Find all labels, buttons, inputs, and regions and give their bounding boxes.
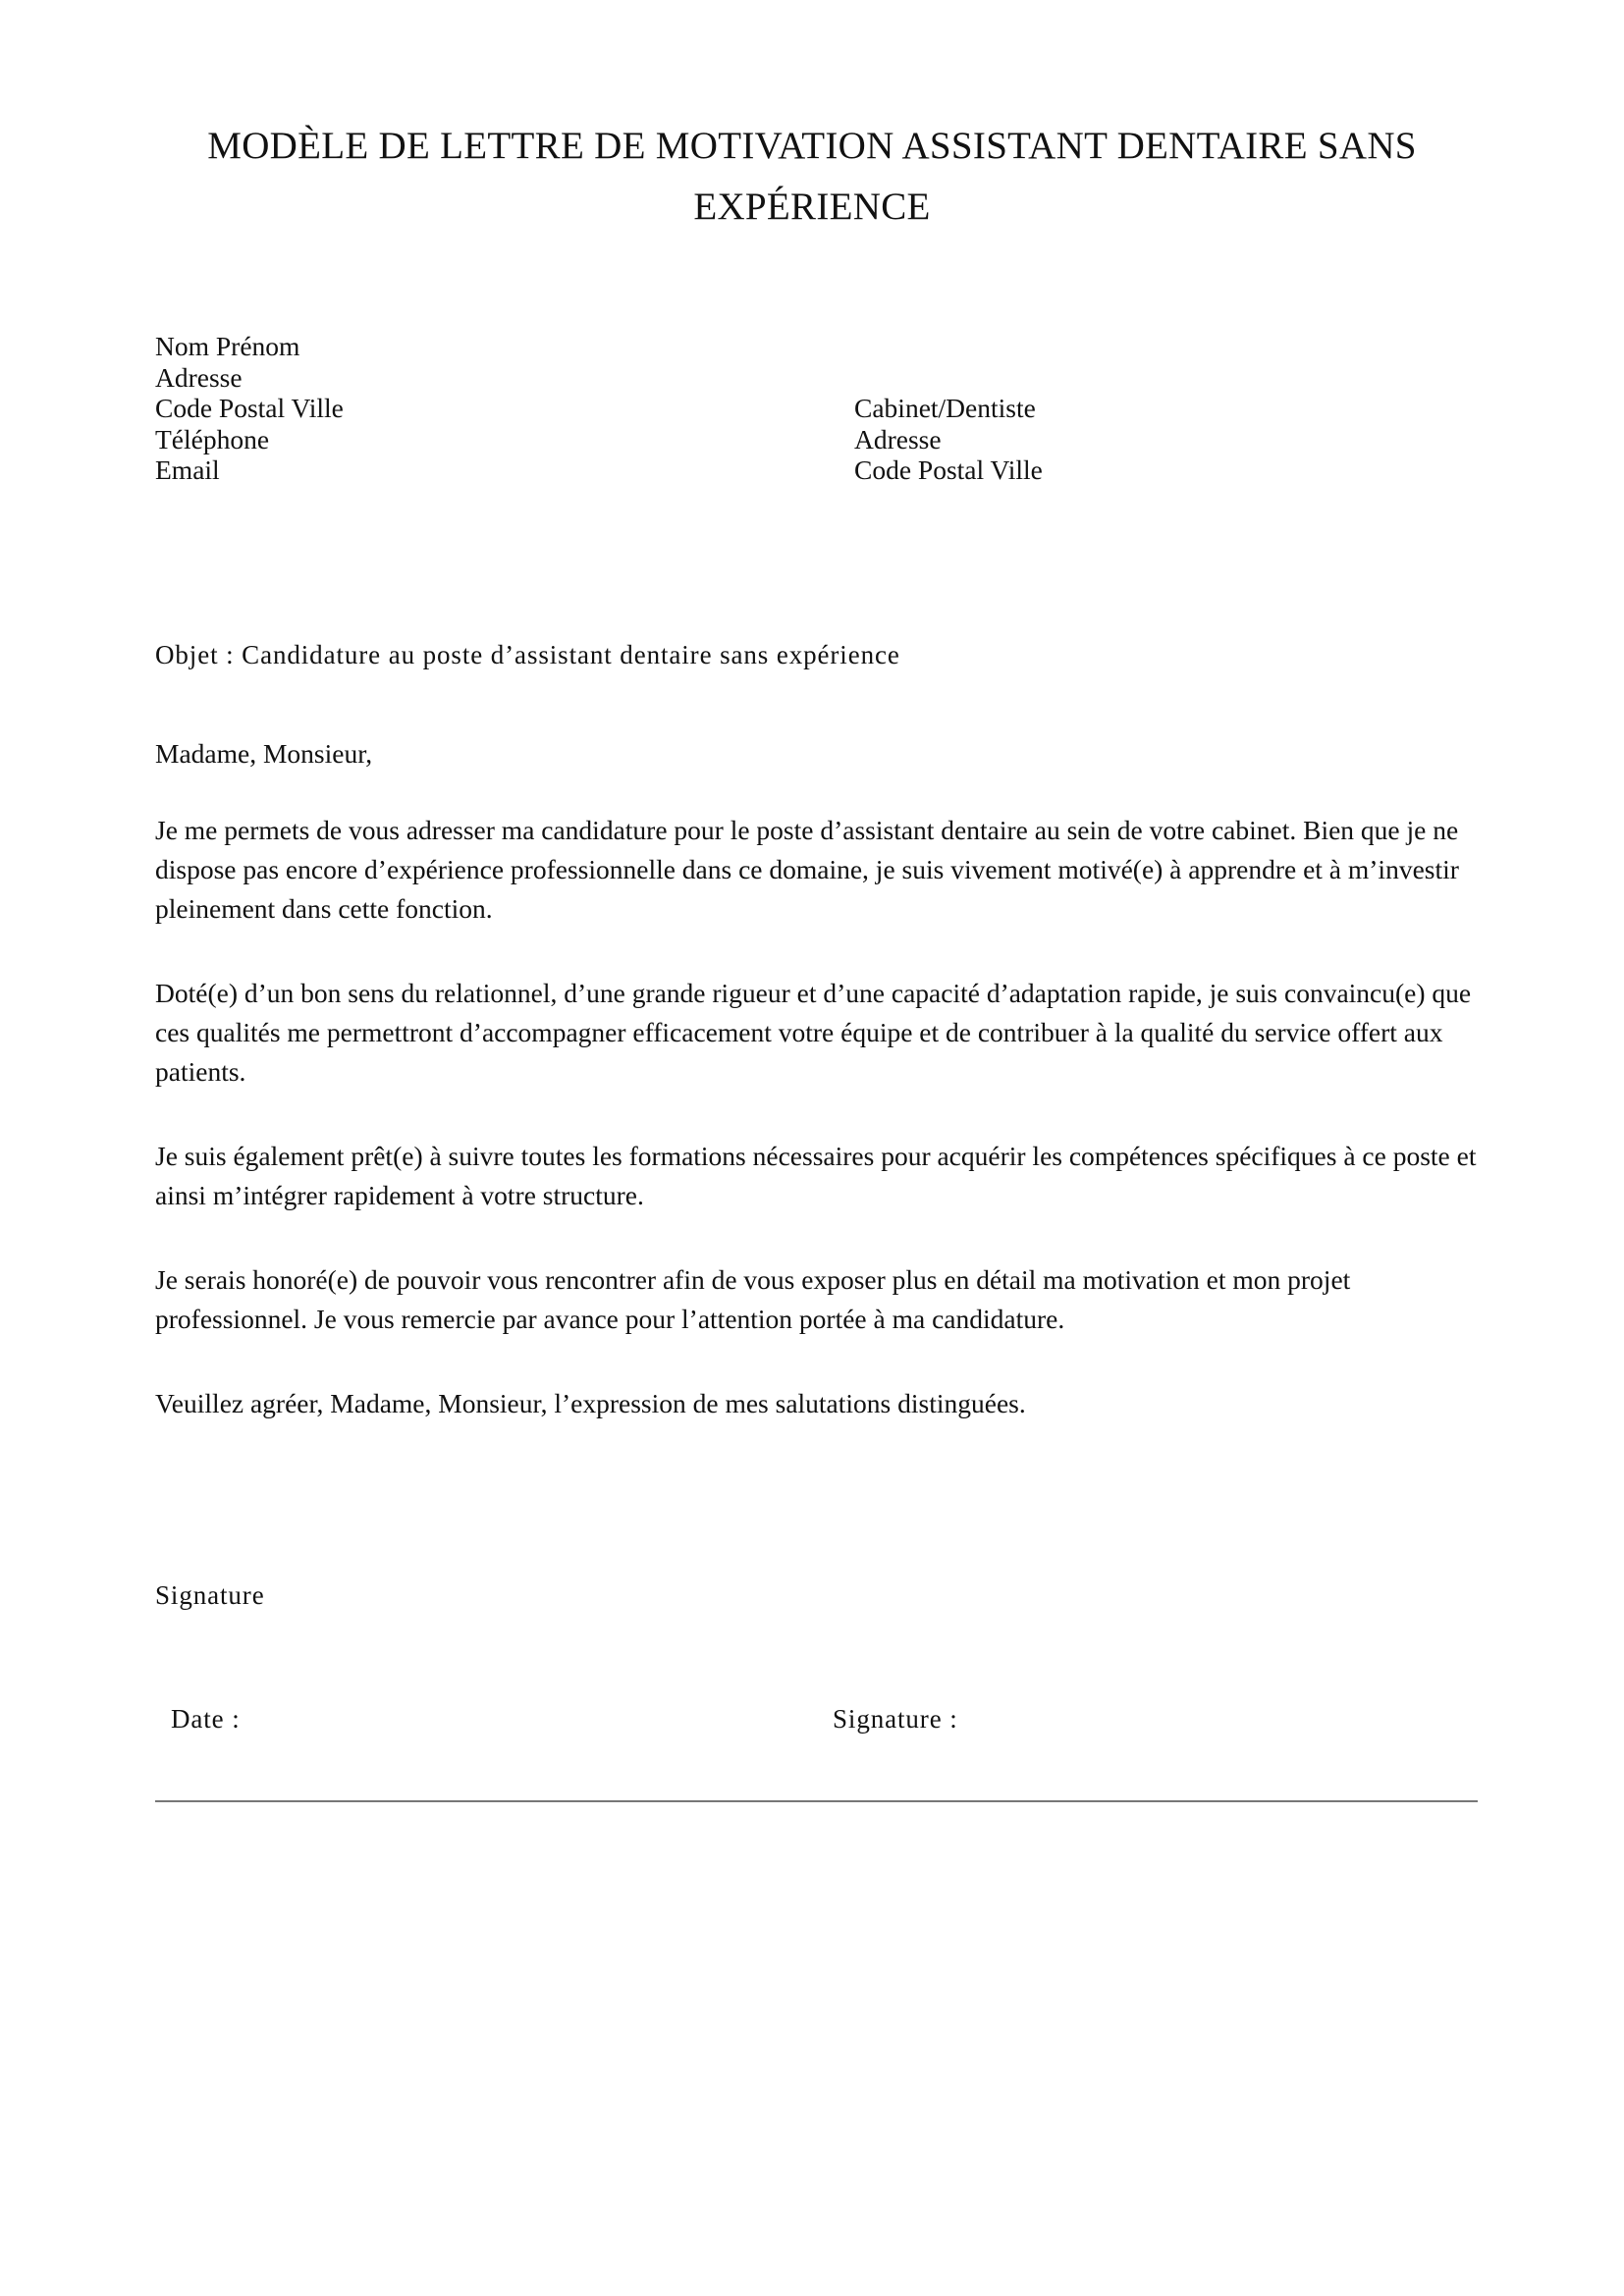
sender-address: Adresse [155,361,243,393]
subject-line: Objet : Candidature au poste d’assistant dentaire sans expérience [155,640,900,669]
salutation: Madame, Monsieur, [155,738,373,769]
recipient-name: Cabinet/Dentiste [854,393,1036,423]
signature-field-label: Signature : [833,1704,958,1734]
body-paragraph-2: Doté(e) d’un bon sens du relationnel, d’une grande rigueur et d’une capacité d’adaptation rapide, je suis convaincu(e) que ces qualités me permettront d’accompagner efficacement votre équipe et de contribuer à la qualité du service offert aux patients. [155,978,1472,1087]
closing-formula: Veuillez agréer, Madame, Monsieur, l’expression de mes salutations distinguées. [155,1388,1026,1418]
body-paragraph-4: Je serais honoré(e) de pouvoir vous rencontrer afin de vous exposer plus en détail ma motivation et mon projet professionnel. Je vous remercie par avance pour l’attention portée à ma candidature. [155,1264,1351,1334]
signature-divider [155,1800,1478,1802]
document-title-line-2: EXPÉRIENCE [693,186,931,228]
body-paragraph-1: Je me permets de vous adresser ma candidature pour le poste d’assistant dentaire au sein de votre cabinet. Bien que je ne dispose pas encore d’expérience professionnelle dans ce domaine, je suis vivement motivé(e) à apprendre et à m’investir pleinement dans cette fonction. [155,815,1459,924]
sender-phone: Téléphone [155,423,270,454]
signature-label: Signature [155,1580,265,1610]
sender-block [155,331,344,486]
sender-city: Code Postal Ville [155,393,344,423]
sender-email: Email [155,454,220,485]
date-field-label: Date : [171,1704,241,1734]
document-title-line-1: MODÈLE DE LETTRE DE MOTIVATION ASSISTANT DENTAIRE SANS [207,125,1417,167]
body-paragraph-3: Je suis également prêt(e) à suivre toutes les formations nécessaires pour acquérir les compétences spécifiques à ce poste et ainsi m’intégrer rapidement à votre structure. [155,1141,1477,1210]
sender-name: Nom Prénom [155,331,300,361]
document-title [118,116,1506,238]
recipient-block [854,393,1043,486]
recipient-city: Code Postal Ville [854,454,1043,485]
recipient-address: Adresse [854,423,942,454]
